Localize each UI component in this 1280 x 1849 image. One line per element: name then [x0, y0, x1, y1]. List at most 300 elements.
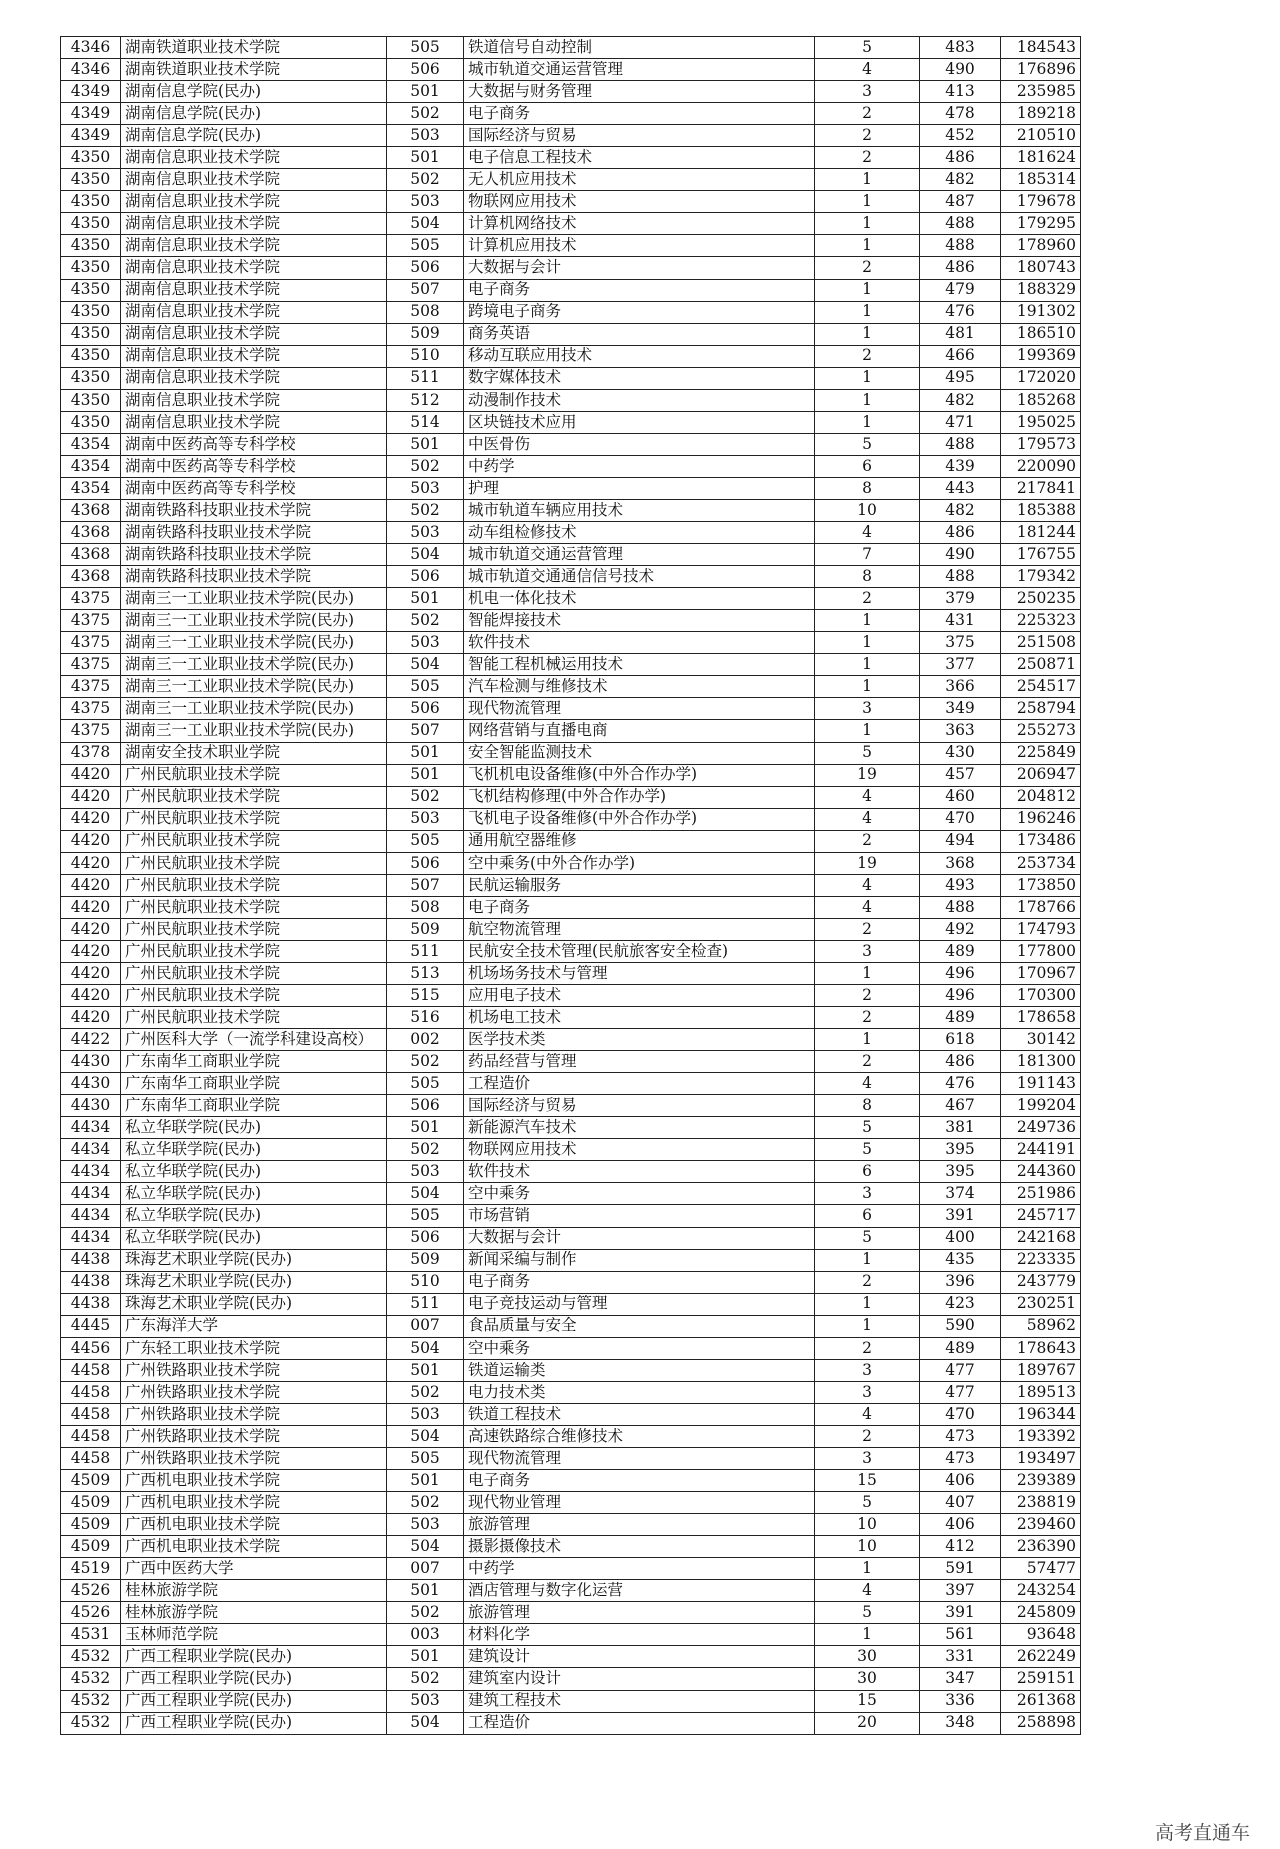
- table-row: [61, 1337, 1081, 1359]
- min-rank-cell: 239460: [1001, 1514, 1081, 1536]
- school-name-cell: 湖南信息职业技术学院: [121, 169, 387, 191]
- plan-count-cell: 10: [815, 1514, 920, 1536]
- school-name-cell: 珠海艺术职业学院(民办): [121, 1293, 387, 1315]
- school-name-cell: 湖南信息职业技术学院: [121, 147, 387, 169]
- table-row: [61, 1448, 1081, 1470]
- school-name-cell: 湖南铁道职业技术学院: [121, 37, 387, 59]
- plan-count-cell: 2: [815, 257, 920, 279]
- school-code-cell: 4526: [61, 1580, 121, 1602]
- table-row: [61, 1051, 1081, 1073]
- min-score-cell: 348: [920, 1712, 1001, 1734]
- plan-count-cell: 1: [815, 1624, 920, 1646]
- major-name-cell: 电力技术类: [464, 1381, 815, 1403]
- min-score-cell: 476: [920, 1073, 1001, 1095]
- min-rank-cell: 30142: [1001, 1029, 1081, 1051]
- min-score-cell: 493: [920, 874, 1001, 896]
- school-code-cell: 4532: [61, 1668, 121, 1690]
- plan-count-cell: 30: [815, 1668, 920, 1690]
- school-code-cell: 4438: [61, 1271, 121, 1293]
- plan-count-cell: 20: [815, 1712, 920, 1734]
- table-row: [61, 279, 1081, 301]
- major-code-cell: 505: [387, 830, 464, 852]
- min-rank-cell: 172020: [1001, 367, 1081, 389]
- watermark: 高考直通车: [1154, 1822, 1250, 1844]
- min-rank-cell: 210510: [1001, 125, 1081, 147]
- min-score-cell: 347: [920, 1668, 1001, 1690]
- school-code-cell: 4434: [61, 1139, 121, 1161]
- plan-count-cell: 2: [815, 1337, 920, 1359]
- min-score-cell: 397: [920, 1580, 1001, 1602]
- min-rank-cell: 250871: [1001, 654, 1081, 676]
- table-row: [61, 367, 1081, 389]
- major-code-cell: 505: [387, 1205, 464, 1227]
- school-name-cell: 广州民航职业技术学院: [121, 918, 387, 940]
- table-row: [61, 103, 1081, 125]
- min-rank-cell: 206947: [1001, 764, 1081, 786]
- major-name-cell: 药品经营与管理: [464, 1051, 815, 1073]
- school-name-cell: 广州民航职业技术学院: [121, 985, 387, 1007]
- min-rank-cell: 243254: [1001, 1580, 1081, 1602]
- min-rank-cell: 179342: [1001, 566, 1081, 588]
- school-code-cell: 4420: [61, 830, 121, 852]
- table-row: [61, 1073, 1081, 1095]
- major-code-cell: 505: [387, 37, 464, 59]
- major-name-cell: 大数据与会计: [464, 1227, 815, 1249]
- table-row: [61, 962, 1081, 984]
- major-name-cell: 电子商务: [464, 1470, 815, 1492]
- school-code-cell: 4420: [61, 1007, 121, 1029]
- min-score-cell: 561: [920, 1624, 1001, 1646]
- min-rank-cell: 179295: [1001, 213, 1081, 235]
- table-row: [61, 1029, 1081, 1051]
- min-rank-cell: 173850: [1001, 874, 1081, 896]
- school-name-cell: 湖南信息职业技术学院: [121, 213, 387, 235]
- min-score-cell: 349: [920, 698, 1001, 720]
- min-rank-cell: 220090: [1001, 455, 1081, 477]
- plan-count-cell: 6: [815, 1161, 920, 1183]
- school-name-cell: 湖南铁路科技职业技术学院: [121, 499, 387, 521]
- min-score-cell: 479: [920, 279, 1001, 301]
- school-code-cell: 4458: [61, 1403, 121, 1425]
- table-row: [61, 1359, 1081, 1381]
- min-rank-cell: 242168: [1001, 1227, 1081, 1249]
- min-rank-cell: 255273: [1001, 720, 1081, 742]
- major-code-cell: 503: [387, 1161, 464, 1183]
- table-row: [61, 1514, 1081, 1536]
- min-rank-cell: 243779: [1001, 1271, 1081, 1293]
- min-score-cell: 406: [920, 1470, 1001, 1492]
- table-row: [61, 610, 1081, 632]
- min-score-cell: 477: [920, 1381, 1001, 1403]
- major-name-cell: 国际经济与贸易: [464, 1095, 815, 1117]
- major-name-cell: 电子商务: [464, 896, 815, 918]
- min-rank-cell: 177800: [1001, 940, 1081, 962]
- school-name-cell: 广州铁路职业技术学院: [121, 1425, 387, 1447]
- major-code-cell: 502: [387, 103, 464, 125]
- school-code-cell: 4368: [61, 522, 121, 544]
- school-code-cell: 4350: [61, 367, 121, 389]
- school-name-cell: 珠海艺术职业学院(民办): [121, 1271, 387, 1293]
- school-name-cell: 湖南三一工业职业技术学院(民办): [121, 588, 387, 610]
- table-row: [61, 433, 1081, 455]
- min-score-cell: 470: [920, 1403, 1001, 1425]
- school-name-cell: 广州民航职业技术学院: [121, 764, 387, 786]
- major-name-cell: 航空物流管理: [464, 918, 815, 940]
- major-code-cell: 502: [387, 786, 464, 808]
- major-code-cell: 508: [387, 896, 464, 918]
- major-name-cell: 汽车检测与维修技术: [464, 676, 815, 698]
- major-name-cell: 民航安全技术管理(民航旅客安全检查): [464, 940, 815, 962]
- min-score-cell: 381: [920, 1117, 1001, 1139]
- major-name-cell: 现代物业管理: [464, 1492, 815, 1514]
- plan-count-cell: 1: [815, 1249, 920, 1271]
- school-code-cell: 4349: [61, 103, 121, 125]
- table-row: [61, 676, 1081, 698]
- school-name-cell: 广东海洋大学: [121, 1315, 387, 1337]
- major-code-cell: 503: [387, 1514, 464, 1536]
- school-code-cell: 4420: [61, 940, 121, 962]
- table-row: [61, 632, 1081, 654]
- table-row: [61, 1381, 1081, 1403]
- plan-count-cell: 1: [815, 1558, 920, 1580]
- min-score-cell: 407: [920, 1492, 1001, 1514]
- min-rank-cell: 244191: [1001, 1139, 1081, 1161]
- major-code-cell: 502: [387, 1492, 464, 1514]
- table-row: [61, 455, 1081, 477]
- school-code-cell: 4420: [61, 852, 121, 874]
- school-code-cell: 4375: [61, 654, 121, 676]
- min-score-cell: 494: [920, 830, 1001, 852]
- min-score-cell: 467: [920, 1095, 1001, 1117]
- min-score-cell: 591: [920, 1558, 1001, 1580]
- major-name-cell: 移动互联应用技术: [464, 345, 815, 367]
- school-name-cell: 广州民航职业技术学院: [121, 940, 387, 962]
- table-row: [61, 147, 1081, 169]
- min-rank-cell: 259151: [1001, 1668, 1081, 1690]
- min-rank-cell: 245717: [1001, 1205, 1081, 1227]
- table-row: [61, 1536, 1081, 1558]
- major-name-cell: 空中乘务: [464, 1183, 815, 1205]
- school-name-cell: 广州民航职业技术学院: [121, 874, 387, 896]
- major-code-cell: 502: [387, 1602, 464, 1624]
- min-rank-cell: 179573: [1001, 433, 1081, 455]
- table-row: [61, 1712, 1081, 1734]
- plan-count-cell: 5: [815, 1602, 920, 1624]
- min-score-cell: 413: [920, 81, 1001, 103]
- school-code-cell: 4519: [61, 1558, 121, 1580]
- table-row: [61, 1624, 1081, 1646]
- min-rank-cell: 93648: [1001, 1624, 1081, 1646]
- table-row: [61, 477, 1081, 499]
- table-row: [61, 59, 1081, 81]
- min-rank-cell: 178643: [1001, 1337, 1081, 1359]
- major-code-cell: 510: [387, 1271, 464, 1293]
- school-code-cell: 4375: [61, 588, 121, 610]
- plan-count-cell: 1: [815, 720, 920, 742]
- table-row: [61, 1183, 1081, 1205]
- min-rank-cell: 262249: [1001, 1646, 1081, 1668]
- table-row: [61, 81, 1081, 103]
- school-code-cell: 4349: [61, 125, 121, 147]
- table-row: [61, 654, 1081, 676]
- table-row: [61, 1580, 1081, 1602]
- school-name-cell: 广州民航职业技术学院: [121, 896, 387, 918]
- min-score-cell: 377: [920, 654, 1001, 676]
- plan-count-cell: 3: [815, 1381, 920, 1403]
- min-score-cell: 375: [920, 632, 1001, 654]
- major-name-cell: 中医骨伤: [464, 433, 815, 455]
- major-code-cell: 502: [387, 1381, 464, 1403]
- plan-count-cell: 1: [815, 169, 920, 191]
- min-score-cell: 336: [920, 1690, 1001, 1712]
- major-name-cell: 食品质量与安全: [464, 1315, 815, 1337]
- table-row: [61, 1205, 1081, 1227]
- major-name-cell: 物联网应用技术: [464, 1139, 815, 1161]
- min-score-cell: 487: [920, 191, 1001, 213]
- school-name-cell: 广州铁路职业技术学院: [121, 1359, 387, 1381]
- table-row: [61, 411, 1081, 433]
- school-code-cell: 4420: [61, 962, 121, 984]
- major-code-cell: 505: [387, 235, 464, 257]
- school-code-cell: 4350: [61, 257, 121, 279]
- plan-count-cell: 2: [815, 1425, 920, 1447]
- major-code-cell: 509: [387, 918, 464, 940]
- major-name-cell: 软件技术: [464, 1161, 815, 1183]
- plan-count-cell: 2: [815, 1051, 920, 1073]
- major-code-cell: 506: [387, 257, 464, 279]
- plan-count-cell: 1: [815, 191, 920, 213]
- table-row: [61, 985, 1081, 1007]
- major-code-cell: 503: [387, 1403, 464, 1425]
- major-code-cell: 501: [387, 1359, 464, 1381]
- min-score-cell: 482: [920, 389, 1001, 411]
- table-row: [61, 235, 1081, 257]
- table-row: [61, 213, 1081, 235]
- school-code-cell: 4350: [61, 301, 121, 323]
- min-score-cell: 473: [920, 1425, 1001, 1447]
- min-rank-cell: 251986: [1001, 1183, 1081, 1205]
- school-code-cell: 4509: [61, 1470, 121, 1492]
- major-code-cell: 007: [387, 1315, 464, 1337]
- school-name-cell: 广西机电职业技术学院: [121, 1536, 387, 1558]
- min-score-cell: 396: [920, 1271, 1001, 1293]
- plan-count-cell: 3: [815, 81, 920, 103]
- major-code-cell: 503: [387, 125, 464, 147]
- major-name-cell: 建筑室内设计: [464, 1668, 815, 1690]
- school-name-cell: 广西工程职业学院(民办): [121, 1690, 387, 1712]
- min-rank-cell: 184543: [1001, 37, 1081, 59]
- major-code-cell: 506: [387, 852, 464, 874]
- min-score-cell: 486: [920, 257, 1001, 279]
- min-score-cell: 618: [920, 1029, 1001, 1051]
- min-score-cell: 471: [920, 411, 1001, 433]
- min-score-cell: 489: [920, 1007, 1001, 1029]
- table-row: [61, 1668, 1081, 1690]
- major-name-cell: 跨境电子商务: [464, 301, 815, 323]
- min-score-cell: 481: [920, 323, 1001, 345]
- major-name-cell: 电子信息工程技术: [464, 147, 815, 169]
- plan-count-cell: 5: [815, 37, 920, 59]
- major-name-cell: 商务英语: [464, 323, 815, 345]
- school-name-cell: 广州铁路职业技术学院: [121, 1448, 387, 1470]
- school-code-cell: 4350: [61, 169, 121, 191]
- major-code-cell: 503: [387, 808, 464, 830]
- major-code-cell: 510: [387, 345, 464, 367]
- school-code-cell: 4354: [61, 455, 121, 477]
- major-code-cell: 501: [387, 588, 464, 610]
- min-rank-cell: 170967: [1001, 962, 1081, 984]
- min-score-cell: 423: [920, 1293, 1001, 1315]
- plan-count-cell: 2: [815, 345, 920, 367]
- min-score-cell: 486: [920, 522, 1001, 544]
- school-name-cell: 私立华联学院(民办): [121, 1117, 387, 1139]
- school-name-cell: 湖南三一工业职业技术学院(民办): [121, 676, 387, 698]
- min-rank-cell: 179678: [1001, 191, 1081, 213]
- table-row: [61, 874, 1081, 896]
- major-code-cell: 502: [387, 455, 464, 477]
- major-code-cell: 506: [387, 1095, 464, 1117]
- school-name-cell: 广东南华工商职业学院: [121, 1073, 387, 1095]
- school-code-cell: 4350: [61, 213, 121, 235]
- min-score-cell: 488: [920, 235, 1001, 257]
- school-name-cell: 广州民航职业技术学院: [121, 852, 387, 874]
- min-score-cell: 431: [920, 610, 1001, 632]
- school-name-cell: 湖南信息职业技术学院: [121, 279, 387, 301]
- min-rank-cell: 199204: [1001, 1095, 1081, 1117]
- major-code-cell: 505: [387, 1448, 464, 1470]
- major-code-cell: 507: [387, 720, 464, 742]
- major-code-cell: 505: [387, 676, 464, 698]
- school-code-cell: 4378: [61, 742, 121, 764]
- school-code-cell: 4458: [61, 1381, 121, 1403]
- school-name-cell: 湖南三一工业职业技术学院(民办): [121, 610, 387, 632]
- min-score-cell: 457: [920, 764, 1001, 786]
- school-code-cell: 4368: [61, 566, 121, 588]
- school-name-cell: 湖南信息学院(民办): [121, 81, 387, 103]
- min-rank-cell: 193392: [1001, 1425, 1081, 1447]
- school-code-cell: 4526: [61, 1602, 121, 1624]
- plan-count-cell: 5: [815, 742, 920, 764]
- min-score-cell: 406: [920, 1514, 1001, 1536]
- min-rank-cell: 258898: [1001, 1712, 1081, 1734]
- school-code-cell: 4346: [61, 59, 121, 81]
- major-code-cell: 502: [387, 1668, 464, 1690]
- school-name-cell: 湖南三一工业职业技术学院(民办): [121, 654, 387, 676]
- major-name-cell: 机场场务技术与管理: [464, 962, 815, 984]
- plan-count-cell: 15: [815, 1690, 920, 1712]
- min-score-cell: 374: [920, 1183, 1001, 1205]
- major-name-cell: 空中乘务(中外合作办学): [464, 852, 815, 874]
- plan-count-cell: 10: [815, 1536, 920, 1558]
- min-score-cell: 363: [920, 720, 1001, 742]
- major-code-cell: 512: [387, 389, 464, 411]
- plan-count-cell: 15: [815, 1470, 920, 1492]
- min-rank-cell: 223335: [1001, 1249, 1081, 1271]
- plan-count-cell: 4: [815, 896, 920, 918]
- table-body: [61, 37, 1081, 1735]
- major-name-cell: 摄影摄像技术: [464, 1536, 815, 1558]
- school-code-cell: 4430: [61, 1073, 121, 1095]
- table-row: [61, 125, 1081, 147]
- table-row: [61, 830, 1081, 852]
- school-code-cell: 4420: [61, 786, 121, 808]
- min-rank-cell: 196344: [1001, 1403, 1081, 1425]
- plan-count-cell: 10: [815, 499, 920, 521]
- major-code-cell: 501: [387, 81, 464, 103]
- school-name-cell: 湖南三一工业职业技术学院(民办): [121, 632, 387, 654]
- plan-count-cell: 4: [815, 59, 920, 81]
- min-rank-cell: 195025: [1001, 411, 1081, 433]
- school-code-cell: 4420: [61, 985, 121, 1007]
- major-code-cell: 507: [387, 279, 464, 301]
- min-rank-cell: 204812: [1001, 786, 1081, 808]
- major-name-cell: 电子商务: [464, 103, 815, 125]
- school-name-cell: 湖南信息职业技术学院: [121, 323, 387, 345]
- table-row: [61, 918, 1081, 940]
- school-code-cell: 4532: [61, 1690, 121, 1712]
- school-code-cell: 4420: [61, 896, 121, 918]
- plan-count-cell: 1: [815, 235, 920, 257]
- plan-count-cell: 2: [815, 125, 920, 147]
- min-rank-cell: 181300: [1001, 1051, 1081, 1073]
- plan-count-cell: 6: [815, 1205, 920, 1227]
- plan-count-cell: 4: [815, 522, 920, 544]
- min-rank-cell: 261368: [1001, 1690, 1081, 1712]
- school-name-cell: 私立华联学院(民办): [121, 1183, 387, 1205]
- major-code-cell: 503: [387, 477, 464, 499]
- major-name-cell: 物联网应用技术: [464, 191, 815, 213]
- plan-count-cell: 1: [815, 411, 920, 433]
- major-name-cell: 旅游管理: [464, 1602, 815, 1624]
- plan-count-cell: 1: [815, 632, 920, 654]
- school-code-cell: 4375: [61, 676, 121, 698]
- school-code-cell: 4368: [61, 544, 121, 566]
- min-rank-cell: 249736: [1001, 1117, 1081, 1139]
- major-code-cell: 506: [387, 566, 464, 588]
- school-name-cell: 广州民航职业技术学院: [121, 830, 387, 852]
- plan-count-cell: 2: [815, 588, 920, 610]
- major-code-cell: 504: [387, 654, 464, 676]
- school-name-cell: 广州铁路职业技术学院: [121, 1403, 387, 1425]
- major-name-cell: 中药学: [464, 1558, 815, 1580]
- major-name-cell: 国际经济与贸易: [464, 125, 815, 147]
- table-row: [61, 1315, 1081, 1337]
- plan-count-cell: 1: [815, 323, 920, 345]
- plan-count-cell: 2: [815, 1271, 920, 1293]
- school-name-cell: 广西机电职业技术学院: [121, 1514, 387, 1536]
- min-score-cell: 496: [920, 985, 1001, 1007]
- min-rank-cell: 180743: [1001, 257, 1081, 279]
- plan-count-cell: 4: [815, 874, 920, 896]
- table-row: [61, 37, 1081, 59]
- school-code-cell: 4434: [61, 1227, 121, 1249]
- school-code-cell: 4438: [61, 1293, 121, 1315]
- major-name-cell: 铁道工程技术: [464, 1403, 815, 1425]
- major-code-cell: 516: [387, 1007, 464, 1029]
- major-code-cell: 501: [387, 1117, 464, 1139]
- school-name-cell: 广州医科大学（一流学科建设高校）: [121, 1029, 387, 1051]
- major-code-cell: 505: [387, 1073, 464, 1095]
- major-name-cell: 材料化学: [464, 1624, 815, 1646]
- school-code-cell: 4375: [61, 698, 121, 720]
- admission-score-table: [60, 36, 1081, 1735]
- school-name-cell: 广东轻工职业技术学院: [121, 1337, 387, 1359]
- major-name-cell: 工程造价: [464, 1712, 815, 1734]
- table-row: [61, 1602, 1081, 1624]
- school-name-cell: 广西工程职业学院(民办): [121, 1646, 387, 1668]
- min-rank-cell: 253734: [1001, 852, 1081, 874]
- school-code-cell: 4420: [61, 918, 121, 940]
